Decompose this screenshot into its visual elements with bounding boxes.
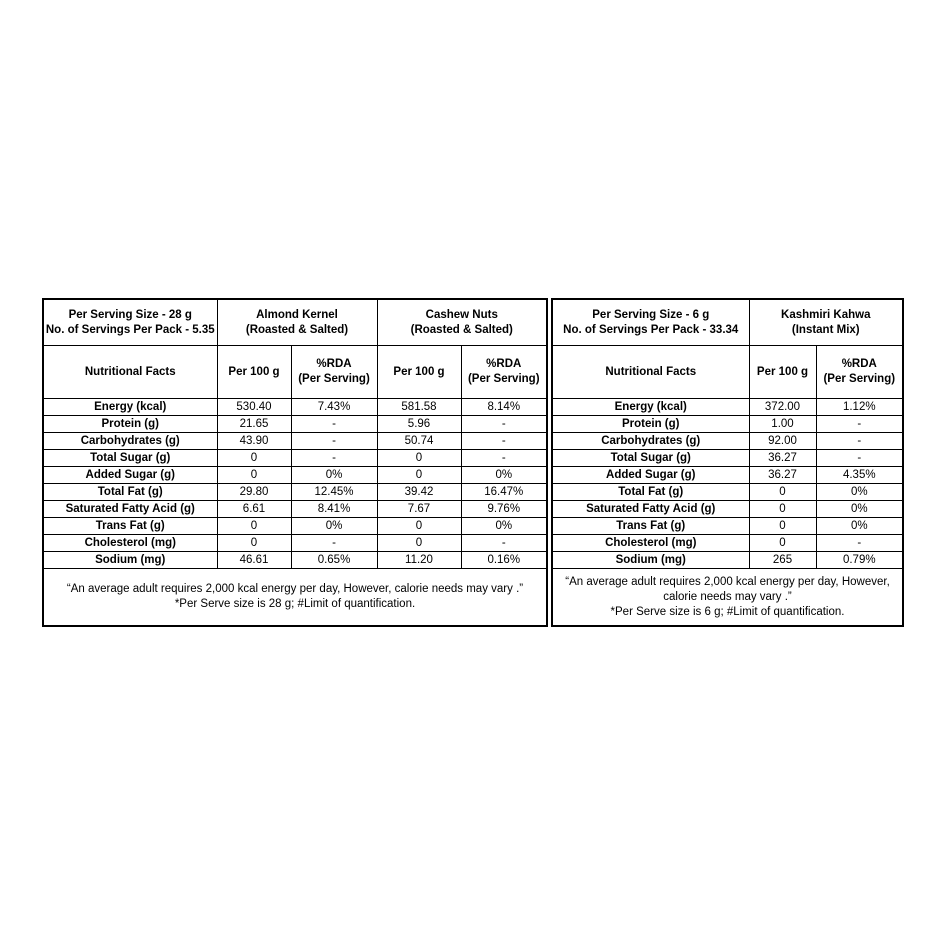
per-100g-header: Per 100 g xyxy=(217,346,291,399)
nutrient-name: Added Sugar (g) xyxy=(552,467,749,484)
almond-rda: 12.45% xyxy=(291,484,377,501)
footnote xyxy=(43,569,547,627)
kahwa-rda: 0.79% xyxy=(816,552,903,569)
almond-per-100g: 6.61 xyxy=(217,501,291,518)
rda-header-line2: (Per Serving) xyxy=(467,373,540,385)
nutrient-name: Total Fat (g) xyxy=(43,484,217,501)
kahwa-rda: 0% xyxy=(816,501,903,518)
almond-per-100g: 29.80 xyxy=(217,484,291,501)
nutrient-name: Cholesterol (mg) xyxy=(552,535,749,552)
rda-header-line2: (Per Serving) xyxy=(298,373,370,385)
cashew-per-100g: 39.42 xyxy=(377,484,461,501)
product-name: Kashmiri Kahwa xyxy=(781,308,871,321)
nutrient-name: Added Sugar (g) xyxy=(43,467,217,484)
kahwa-rda: 1.12% xyxy=(816,399,903,416)
cashew-per-100g: 0 xyxy=(377,450,461,467)
kahwa-per-100g: 1.00 xyxy=(749,416,816,433)
kahwa-per-100g: 265 xyxy=(749,552,816,569)
kahwa-rda: 0% xyxy=(816,518,903,535)
rda-header xyxy=(291,346,377,399)
table-row xyxy=(43,416,547,433)
almond-rda: - xyxy=(291,416,377,433)
kahwa-per-100g: 0 xyxy=(749,484,816,501)
nutrient-name: Energy (kcal) xyxy=(552,399,749,416)
kahwa-rda: - xyxy=(816,535,903,552)
cashew-rda: 0% xyxy=(461,467,547,484)
cashew-rda: 0% xyxy=(461,518,547,535)
almond-per-100g: 0 xyxy=(217,467,291,484)
table-row xyxy=(43,450,547,467)
cashew-per-100g: 5.96 xyxy=(377,416,461,433)
table-row xyxy=(43,484,547,501)
cashew-rda: - xyxy=(461,535,547,552)
table-row xyxy=(43,399,547,416)
almond-per-100g: 0 xyxy=(217,450,291,467)
nutrition-table-nuts xyxy=(42,298,548,627)
cashew-per-100g: 0 xyxy=(377,467,461,484)
kahwa-per-100g: 36.27 xyxy=(749,450,816,467)
nutrient-name: Carbohydrates (g) xyxy=(43,433,217,450)
cashew-rda: - xyxy=(461,450,547,467)
kahwa-per-100g: 372.00 xyxy=(749,399,816,416)
footnote-row xyxy=(552,569,903,627)
footnote-energy-statement: “An average adult requires 2,000 kcal energy per day, However, calorie needs may vary .” xyxy=(565,575,890,603)
almond-rda: 0.65% xyxy=(291,552,377,569)
nutrient-name: Trans Fat (g) xyxy=(43,518,217,535)
footnote-serve-size: *Per Serve size is 6 g; #Limit of quantification. xyxy=(610,605,845,618)
nutrient-name: Protein (g) xyxy=(43,416,217,433)
nutrient-name: Trans Fat (g) xyxy=(552,518,749,535)
servings-per-pack-text: No. of Servings Per Pack - 5.35 xyxy=(45,323,215,336)
table-row xyxy=(552,399,903,416)
rda-header xyxy=(461,346,547,399)
nutrient-name: Sodium (mg) xyxy=(552,552,749,569)
almond-rda: - xyxy=(291,433,377,450)
table-row xyxy=(43,467,547,484)
almond-per-100g: 46.61 xyxy=(217,552,291,569)
table-row xyxy=(552,450,903,467)
footnote xyxy=(552,569,903,627)
almond-rda: 8.41% xyxy=(291,501,377,518)
table-row xyxy=(43,501,547,518)
nutrient-name: Energy (kcal) xyxy=(43,399,217,416)
nutrient-name: Total Fat (g) xyxy=(552,484,749,501)
footnote-row xyxy=(43,569,547,627)
kahwa-per-100g: 0 xyxy=(749,518,816,535)
nutrient-name: Protein (g) xyxy=(552,416,749,433)
almond-rda: 7.43% xyxy=(291,399,377,416)
kahwa-per-100g: 92.00 xyxy=(749,433,816,450)
cashew-rda: - xyxy=(461,416,547,433)
nutrient-name: Sodium (mg) xyxy=(43,552,217,569)
cashew-per-100g: 11.20 xyxy=(377,552,461,569)
table-row xyxy=(43,518,547,535)
nutritional-facts-header: Nutritional Facts xyxy=(43,346,217,399)
cashew-per-100g: 0 xyxy=(377,535,461,552)
table-header-row xyxy=(43,299,547,346)
kahwa-rda: - xyxy=(816,416,903,433)
nutrient-name: Cholesterol (mg) xyxy=(43,535,217,552)
product-name: Almond Kernel xyxy=(256,308,338,321)
serving-size-text: Per Serving Size - 28 g xyxy=(68,308,192,321)
table-row xyxy=(552,501,903,518)
nutritional-facts-header: Nutritional Facts xyxy=(552,346,749,399)
cashew-rda: 0.16% xyxy=(461,552,547,569)
footnote-energy-statement: “An average adult requires 2,000 kcal energy per day, However, calorie needs may vary .” xyxy=(66,583,524,595)
column-header-row xyxy=(552,346,903,399)
rda-header-line1: %RDA xyxy=(486,358,522,370)
product-header-almond xyxy=(217,299,377,346)
table-row xyxy=(552,433,903,450)
table-row xyxy=(43,535,547,552)
almond-rda: - xyxy=(291,535,377,552)
almond-rda: 0% xyxy=(291,518,377,535)
rda-header-line2: (Per Serving) xyxy=(823,373,896,385)
cashew-rda: 16.47% xyxy=(461,484,547,501)
table-row xyxy=(552,416,903,433)
table-row xyxy=(43,552,547,569)
per-100g-header: Per 100 g xyxy=(377,346,461,399)
product-header-cashew xyxy=(377,299,547,346)
almond-per-100g: 43.90 xyxy=(217,433,291,450)
nutrition-table-kahwa xyxy=(551,298,904,627)
kahwa-rda: 0% xyxy=(816,484,903,501)
nutrient-name: Total Sugar (g) xyxy=(552,450,749,467)
serving-info-cell xyxy=(552,299,749,346)
product-variant: (Roasted & Salted) xyxy=(410,323,513,336)
table-row xyxy=(552,518,903,535)
rda-header xyxy=(816,346,903,399)
nutrient-name: Saturated Fatty Acid (g) xyxy=(552,501,749,518)
serving-info-cell xyxy=(43,299,217,346)
product-header-kahwa xyxy=(749,299,903,346)
almond-rda: 0% xyxy=(291,467,377,484)
per-100g-header: Per 100 g xyxy=(749,346,816,399)
almond-per-100g: 530.40 xyxy=(217,399,291,416)
almond-rda: - xyxy=(291,450,377,467)
kahwa-rda: 4.35% xyxy=(816,467,903,484)
product-variant: (Roasted & Salted) xyxy=(245,323,349,336)
kahwa-rda: - xyxy=(816,433,903,450)
rda-header-line1: %RDA xyxy=(316,358,352,370)
nutrient-name: Total Sugar (g) xyxy=(43,450,217,467)
almond-per-100g: 21.65 xyxy=(217,416,291,433)
servings-per-pack-text: No. of Servings Per Pack - 33.34 xyxy=(563,323,739,336)
rda-header-line1: %RDA xyxy=(841,358,877,370)
product-variant: (Instant Mix) xyxy=(791,323,860,336)
cashew-per-100g: 7.67 xyxy=(377,501,461,518)
cashew-per-100g: 50.74 xyxy=(377,433,461,450)
product-name: Cashew Nuts xyxy=(425,308,498,321)
kahwa-rda: - xyxy=(816,450,903,467)
table-row xyxy=(552,484,903,501)
cashew-per-100g: 581.58 xyxy=(377,399,461,416)
almond-per-100g: 0 xyxy=(217,518,291,535)
kahwa-per-100g: 0 xyxy=(749,501,816,518)
table-row xyxy=(552,552,903,569)
cashew-rda: 8.14% xyxy=(461,399,547,416)
kahwa-per-100g: 36.27 xyxy=(749,467,816,484)
table-row xyxy=(552,467,903,484)
nutrient-name: Saturated Fatty Acid (g) xyxy=(43,501,217,518)
nutrient-name: Carbohydrates (g) xyxy=(552,433,749,450)
serving-size-text: Per Serving Size - 6 g xyxy=(592,308,710,321)
table-row xyxy=(43,433,547,450)
kahwa-per-100g: 0 xyxy=(749,535,816,552)
almond-per-100g: 0 xyxy=(217,535,291,552)
footnote-serve-size: *Per Serve size is 28 g; #Limit of quantification. xyxy=(174,598,416,610)
cashew-per-100g: 0 xyxy=(377,518,461,535)
cashew-rda: 9.76% xyxy=(461,501,547,518)
table-row xyxy=(552,535,903,552)
table-header-row xyxy=(552,299,903,346)
cashew-rda: - xyxy=(461,433,547,450)
column-header-row xyxy=(43,346,547,399)
